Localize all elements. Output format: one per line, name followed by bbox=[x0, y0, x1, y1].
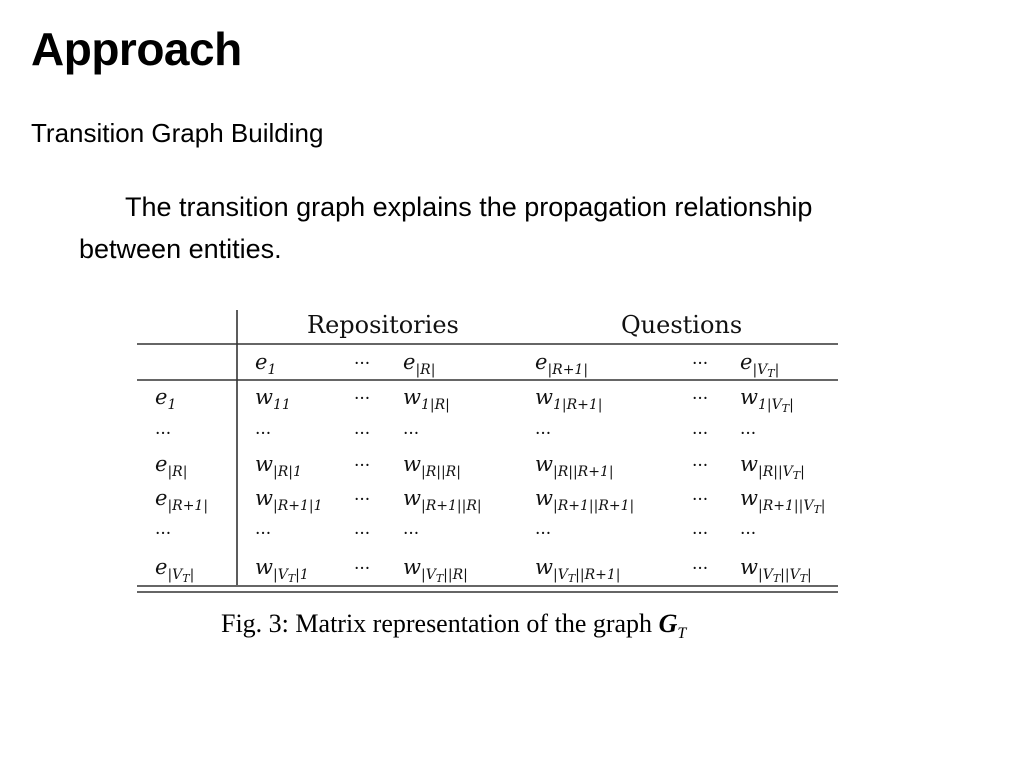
row-label: $e_{|V}T|$ bbox=[155, 555, 195, 585]
caption-text: Fig. 3: Matrix representation of the graph bbox=[221, 609, 653, 638]
table-cell: $w_{|V}T||R+1|$ bbox=[535, 555, 621, 585]
column-header: $e_{|V}T|$ bbox=[740, 350, 780, 380]
caption-symbol: $G_T$ bbox=[658, 609, 687, 643]
section-subtitle: Transition Graph Building bbox=[31, 118, 324, 148]
column-header: ··· bbox=[692, 354, 709, 374]
column-header: $e_{|R|}$ bbox=[403, 350, 436, 378]
table-cell: $w_{|R|1}$ bbox=[255, 452, 302, 480]
table-cell: $w_{|R||R|}$ bbox=[403, 452, 461, 480]
table-cell: $w_{1|R|}$ bbox=[403, 385, 450, 413]
table-cell: ··· bbox=[692, 389, 709, 409]
table-cell: ··· bbox=[255, 424, 272, 444]
table-cell: ··· bbox=[692, 456, 709, 476]
table-cell: $w_{|R||R+1|}$ bbox=[535, 452, 614, 480]
group-header-repositories: Repositories bbox=[307, 311, 459, 339]
table-cell: ··· bbox=[692, 559, 709, 579]
table-cell: ··· bbox=[354, 559, 371, 579]
table-cell: ··· bbox=[535, 524, 552, 544]
group-header-questions: Questions bbox=[621, 311, 743, 339]
table-cell: $w_{|V}T||R|$ bbox=[403, 555, 468, 585]
table-cell: ··· bbox=[255, 524, 272, 544]
table-cell: $w_{|R+1||V}T|$ bbox=[740, 486, 826, 516]
table-row bbox=[155, 424, 756, 444]
row-label: $e_1$ bbox=[155, 385, 177, 413]
table-cell: $w_{|R||V}T|$ bbox=[740, 452, 805, 482]
column-header-row bbox=[255, 350, 779, 380]
row-label: $e_{|R|}$ bbox=[155, 452, 188, 480]
table-row bbox=[155, 385, 794, 415]
table-cell: ··· bbox=[354, 524, 371, 544]
table-cell: ··· bbox=[403, 424, 420, 444]
table-cell: ··· bbox=[740, 524, 757, 544]
table-cell: ··· bbox=[403, 524, 420, 544]
row-label: $e_{|R+1|}$ bbox=[155, 486, 209, 514]
table-cell: ··· bbox=[740, 424, 757, 444]
table-cell: ··· bbox=[354, 490, 371, 510]
table-row bbox=[155, 452, 805, 482]
table-cell: ··· bbox=[354, 456, 371, 476]
table-cell: $w_{|V}T||VT|$ bbox=[740, 555, 812, 585]
table-cell: $w_{11}$ bbox=[255, 385, 291, 413]
column-header: $e_{|R+1|}$ bbox=[535, 350, 589, 378]
description-paragraph: The transition graph explains the propagation relationship between entities. bbox=[79, 192, 813, 264]
table-cell: $w_{1|R+1|}$ bbox=[535, 385, 603, 413]
table-cell: $w_{|R+1||R+1|}$ bbox=[535, 486, 635, 514]
table-cell: $w_{|V}T|1$ bbox=[255, 555, 309, 585]
table-cell: ··· bbox=[535, 424, 552, 444]
table-cell: ··· bbox=[692, 524, 709, 544]
figure-caption bbox=[221, 609, 686, 643]
row-label: ··· bbox=[155, 524, 172, 544]
table-cell: ··· bbox=[692, 490, 709, 510]
table-cell: $w_{|R+1|1}$ bbox=[255, 486, 323, 514]
table-cell: ··· bbox=[354, 389, 371, 409]
column-header: ··· bbox=[354, 354, 371, 374]
row-label: ··· bbox=[155, 424, 172, 444]
table-row bbox=[155, 486, 826, 516]
table-cell: ··· bbox=[692, 424, 709, 444]
table-cell: $w_{|R+1||R|}$ bbox=[403, 486, 482, 514]
slide-title: Approach bbox=[31, 23, 242, 75]
table-row bbox=[155, 555, 812, 585]
table-row bbox=[155, 524, 756, 544]
column-header: $e_1$ bbox=[255, 350, 277, 378]
table-cell: $w_{1|V}T|$ bbox=[740, 385, 794, 415]
table-cell: ··· bbox=[354, 424, 371, 444]
